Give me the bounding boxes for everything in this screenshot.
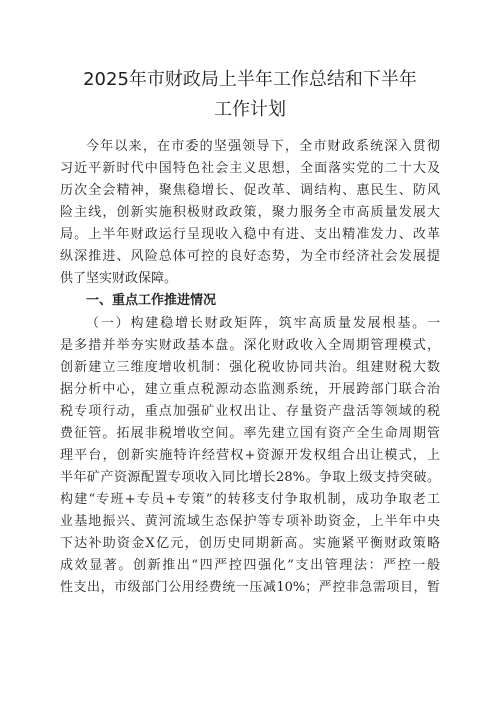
section-paragraph-line: （一）构建稳增长财政矩阵，筑牢高质量发展根基。一 bbox=[86, 316, 440, 331]
section-paragraph-line: 税专项行动，重点加强矿业权出让、存量资产盘活等领域的税 bbox=[60, 404, 440, 419]
document-title-line-1: 2025年市财政局上半年工作总结和下半年 bbox=[83, 69, 417, 90]
intro-paragraph-line: 险主线，创新实施积极财政政策，聚力服务全市高质量发展大 bbox=[60, 205, 440, 220]
section-paragraph-line: 据分析中心，建立重点税源动态监测系统，开展跨部门联合治 bbox=[60, 382, 440, 397]
section-paragraph-line: 成效显著。创新推出“四严控四强化”支出管理法：严控一般 bbox=[60, 558, 440, 573]
section-heading: 一、重点工作推进情况 bbox=[86, 293, 217, 308]
section-paragraph-line: 构建“专班+专员+专策”的转移支付争取机制，成功争取老工 bbox=[60, 492, 440, 507]
section-paragraph-line: 业基地振兴、黄河流域生态保护等专项补助资金，上半年中央 bbox=[60, 514, 440, 529]
intro-paragraph-line: 纵深推进、风险总体可控的良好态势，为全市经济社会发展提 bbox=[60, 249, 440, 264]
section-paragraph-line: 半年矿产资源配置专项收入同比增长28%。争取上级支持突破。 bbox=[60, 470, 440, 485]
section-paragraph-line: 下达补助资金X亿元，创历史同期新高。实施紧平衡财政策略 bbox=[60, 536, 440, 551]
section-paragraph-line: 费征管。拓展非税增收空间。率先建立国有资产全生命周期管 bbox=[60, 426, 440, 441]
document-title-line-2: 工作计划 bbox=[214, 99, 286, 120]
intro-paragraph-line: 习近平新时代中国特色社会主义思想，全面落实党的二十大及 bbox=[60, 161, 440, 176]
intro-paragraph-line: 供了坚实财政保障。 bbox=[60, 271, 178, 286]
section-paragraph-line: 理平台，创新实施特许经营权+资源开发权组合出让模式，上 bbox=[60, 448, 440, 463]
intro-paragraph-line: 今年以来，在市委的坚强领导下，全市财政系统深入贯彻 bbox=[86, 139, 440, 154]
intro-paragraph-line: 历次全会精神，聚焦稳增长、促改革、调结构、惠民生、防风 bbox=[60, 183, 440, 198]
section-paragraph-line: 性支出，市级部门公用经费统一压减10%；严控非急需项目，暂 bbox=[60, 580, 440, 595]
intro-paragraph-line: 局。上半年财政运行呈现收入稳中有进、支出精准发力、改革 bbox=[60, 227, 440, 242]
section-paragraph-line: 创新建立三维度增收机制：强化税收协同共治。组建财税大数 bbox=[60, 360, 440, 375]
section-paragraph-line: 是多措并举夯实财政基本盘。深化财政收入全周期管理模式， bbox=[60, 338, 440, 353]
